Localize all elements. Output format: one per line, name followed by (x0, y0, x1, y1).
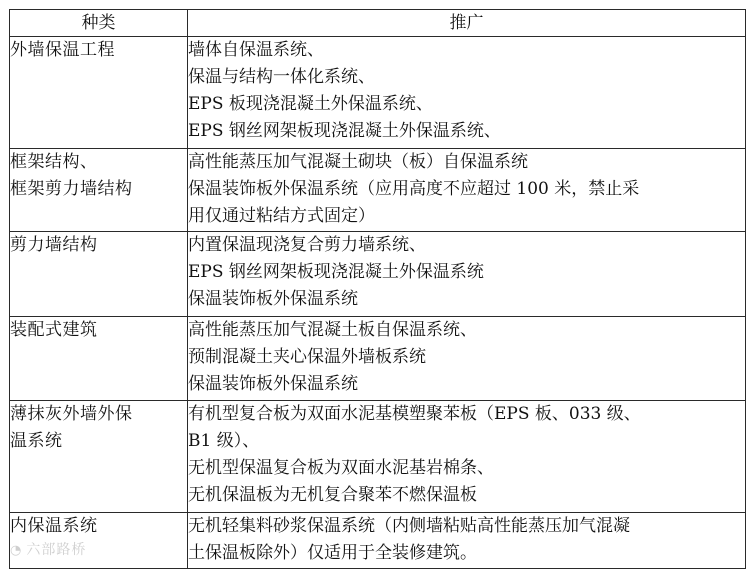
table-row (10, 149, 746, 232)
category-text: 剪力墙结构 (10, 235, 98, 255)
category-text: 装配式建筑 (10, 320, 98, 340)
promotion-item: 保温装饰板外保温系统 (188, 289, 358, 309)
promotion-item: 有机型复合板为双面水泥基模塑聚苯板（EPS 板、033 级、 (188, 404, 641, 424)
promotion-item: EPS 钢丝网架板现浇混凝土外保温系统、 (188, 121, 501, 141)
table-row (10, 317, 746, 401)
category-cell (10, 37, 188, 149)
table-row (10, 513, 746, 569)
promotion-item: 预制混凝土夹心保温外墙板系统 (188, 347, 426, 367)
weibo-icon: ◔ (10, 543, 23, 558)
category-text: 温系统 (10, 431, 63, 451)
promotion-item: 土保温板除外）仅适用于全装修建筑。 (188, 543, 477, 563)
promotion-cell (188, 401, 746, 513)
promotion-cell (188, 37, 746, 149)
category-cell (10, 149, 188, 232)
promotion-item: 用仅通过粘结方式固定） (188, 206, 375, 226)
category-text: 内保温系统 (10, 516, 98, 536)
promotion-item: B1 级）、 (188, 431, 260, 451)
promotion-table (9, 9, 746, 569)
category-cell (10, 317, 188, 401)
header-promotion: 推广 (188, 10, 746, 37)
promotion-item: 保温装饰板外保温系统（应用高度不应超过 100 米，禁止采 (188, 179, 640, 199)
table-header-row (10, 10, 746, 37)
promotion-item: 无机轻集料砂浆保温系统（内侧墙粘贴高性能蒸压加气混凝 (188, 516, 630, 536)
watermark-text: 六部路桥 (26, 542, 87, 558)
promotion-cell (188, 149, 746, 232)
header-category: 种类 (10, 10, 188, 37)
promotion-item: 无机型保温复合板为双面水泥基岩棉条、 (188, 458, 494, 478)
promotion-item: 墙体自保温系统、 (188, 40, 324, 60)
category-text: 框架剪力墙结构 (10, 179, 133, 199)
table-row (10, 37, 746, 149)
promotion-item: 无机保温板为无机复合聚苯不燃保温板 (188, 485, 477, 505)
promotion-item: 保温装饰板外保温系统 (188, 374, 358, 394)
promotion-item: EPS 板现浇混凝土外保温系统、 (188, 94, 433, 114)
table-row (10, 232, 746, 317)
table-row (10, 401, 746, 513)
promotion-cell (188, 232, 746, 317)
category-text: 框架结构、 (10, 152, 98, 172)
category-cell (10, 401, 188, 513)
category-text: 外墙保温工程 (10, 40, 115, 60)
category-cell (10, 232, 188, 317)
promotion-item: 高性能蒸压加气混凝土板自保温系统、 (188, 320, 477, 340)
promotion-item: EPS 钢丝网架板现浇混凝土外保温系统 (188, 262, 484, 282)
promotion-cell (188, 513, 746, 569)
promotion-cell (188, 317, 746, 401)
category-text: 薄抹灰外墙外保 (10, 404, 133, 424)
watermark (10, 539, 86, 559)
promotion-item: 内置保温现浇复合剪力墙系统、 (188, 235, 426, 255)
promotion-item: 保温与结构一体化系统、 (188, 67, 375, 87)
promotion-item: 高性能蒸压加气混凝土砌块（板）自保温系统 (188, 152, 528, 172)
